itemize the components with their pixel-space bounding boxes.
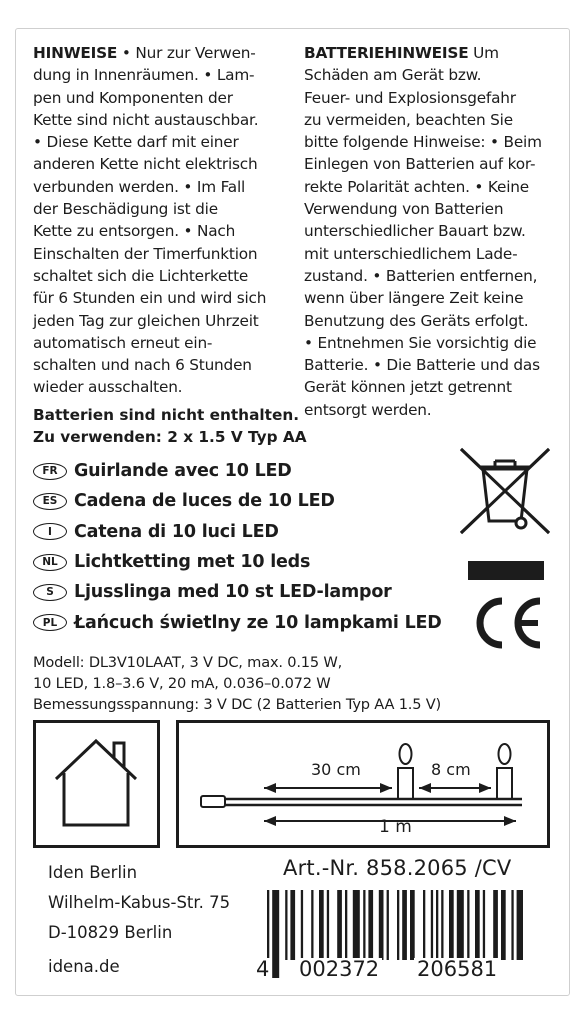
hinweise-line-0: HINWEISE • Nur zur Verwen- xyxy=(33,44,256,62)
barcode-bar xyxy=(368,890,373,960)
barcode-digit-first: 4 xyxy=(253,958,272,980)
battery-note xyxy=(33,404,323,449)
barcode-bar xyxy=(301,890,303,960)
hinweise-line-6: verbunden werden. • Im Fall xyxy=(33,177,246,196)
battery-note-line-0: Batterien sind nicht enthalten. xyxy=(33,406,300,424)
hinweise-heading: HINWEISE xyxy=(33,44,118,62)
barcode-bar xyxy=(285,890,287,960)
hinweise-line-13: automatisch erneut ein- xyxy=(33,333,213,352)
hinweise-line-9: Einschalten der Timerfunktion xyxy=(33,244,258,263)
language-text: Ljusslinga med 10 st LED-lampor xyxy=(74,582,392,603)
hinweise-line-10: schaltet sich die Lichterkette xyxy=(33,266,249,285)
batterie-line-4: bitte folgende Hinweise: • Beim xyxy=(304,133,542,152)
barcode-digits-left: 002372 xyxy=(296,958,382,980)
model-specs xyxy=(33,652,563,715)
batterie-line-15: Gerät können jetzt getrennt xyxy=(304,378,512,397)
hinweise-line-4: • Diese Kette darf mit einer xyxy=(33,133,239,152)
language-badge: ES xyxy=(33,493,67,510)
hinweise-line-3: Kette sind nicht austauschbar. xyxy=(33,110,259,129)
language-badge: NL xyxy=(33,554,67,571)
batterie-line-11: wenn über längere Zeit keine xyxy=(304,289,524,308)
light-chain-diagram xyxy=(176,720,550,848)
barcode-bar xyxy=(353,890,360,960)
barcode-bar xyxy=(511,890,513,960)
language-row-es xyxy=(33,486,453,516)
language-text: Łańcuch świetlny ze 10 lampkami LED xyxy=(74,612,442,633)
batterie-line-13: • Entnehmen Sie vorsichtig die xyxy=(304,333,537,352)
weee-underline-bar xyxy=(468,561,544,580)
batterie-line-16: entsorgt werden. xyxy=(304,400,432,419)
language-row-fr xyxy=(33,456,453,486)
hinweise-line-11: für 6 Stunden ein und wird sich xyxy=(33,289,267,308)
barcode-bar xyxy=(397,890,399,960)
batterie-line-8: unterschiedlicher Bauart bzw. xyxy=(304,222,526,241)
hinweise-section xyxy=(33,42,295,399)
house-indoor-use-icon xyxy=(36,723,157,845)
language-row-pl xyxy=(33,607,453,637)
batteriehinweise-heading: BATTERIEHINWEISE xyxy=(304,44,469,62)
batterie-line-6: rekte Polarität achten. • Keine xyxy=(304,177,529,196)
hinweise-line-15: wieder ausschalten. xyxy=(33,378,183,397)
address-line-2: D-10829 Berlin xyxy=(48,923,173,942)
barcode-bar xyxy=(290,890,295,960)
barcode-digits-right: 206581 xyxy=(414,958,500,980)
crossed-out-wheelie-bin-icon xyxy=(455,445,555,537)
article-number: Art.-Nr. 858.2065 /CV xyxy=(283,856,512,880)
ce-mark-icon xyxy=(468,593,546,653)
batterie-line-2: Feuer- und Explosionsgefahr xyxy=(304,88,516,107)
hinweise-line-7: der Beschädigung ist die xyxy=(33,200,218,219)
barcode-bar xyxy=(402,890,407,960)
manufacturer-address xyxy=(48,858,230,948)
language-badge: PL xyxy=(33,614,67,631)
barcode-bar xyxy=(387,890,389,960)
hinweise-line-1: dung in Innenräumen. • Lam- xyxy=(33,66,255,85)
batterie-line-10: zustand. • Batterien entfernen, xyxy=(304,266,538,285)
lead-length-label: 30 cm xyxy=(311,760,361,779)
website: idena.de xyxy=(48,957,120,976)
indoor-use-box xyxy=(33,720,160,848)
model-line-2: Bemessungsspannung: 3 V DC (2 Batterien Typ AA 1.5 V) xyxy=(33,696,442,713)
hinweise-line-5: anderen Kette nicht elektrisch xyxy=(33,155,258,174)
barcode-bar xyxy=(337,890,342,960)
hinweise-line-14: schalten und nach 6 Stunden xyxy=(33,356,252,375)
barcode-bar xyxy=(483,890,485,960)
language-row-s xyxy=(33,577,453,607)
barcode-bar xyxy=(311,890,313,960)
hinweise-line-8: Kette zu entsorgen. • Nach xyxy=(33,222,236,241)
total-length-label: 1 m xyxy=(379,817,412,837)
barcode-bar xyxy=(345,890,347,960)
battery-note-line-1: Zu verwenden: 2 x 1.5 V Typ AA xyxy=(33,428,307,447)
batteriehinweise-section xyxy=(304,42,556,421)
barcode-bar xyxy=(363,890,365,960)
model-line-1: 10 LED, 1.8–3.6 V, 20 mA, 0.036–0.072 W xyxy=(33,675,331,692)
language-badge: S xyxy=(33,584,67,601)
language-badge: I xyxy=(33,523,67,540)
barcode-bar xyxy=(423,890,425,960)
barcode-bar xyxy=(410,890,415,960)
language-text: Lichtketting met 10 leds xyxy=(74,552,311,573)
barcode-bar xyxy=(327,890,329,960)
barcode-bar xyxy=(379,890,384,960)
language-row-it xyxy=(33,517,453,547)
barcode-bar xyxy=(501,890,506,960)
diagram-graphic xyxy=(179,723,547,845)
language-badge: FR xyxy=(33,463,67,480)
barcode-bar xyxy=(493,890,498,960)
batterie-line-1: Schäden am Gerät bzw. xyxy=(304,66,482,85)
barcode-bar xyxy=(272,890,279,978)
hinweise-line-12: jeden Tag zur gleichen Uhrzeit xyxy=(33,311,259,330)
model-line-0: Modell: DL3V10LAAT, 3 V DC, max. 0.15 W, xyxy=(33,654,343,671)
batterie-line-14: Batterie. • Die Batterie und das xyxy=(304,356,540,375)
batterie-line-0: BATTERIEHINWEISE Um xyxy=(304,44,499,62)
spacing-label: 8 cm xyxy=(431,760,471,779)
barcode-bar xyxy=(467,890,469,960)
language-row-nl xyxy=(33,547,453,577)
language-list xyxy=(33,456,453,638)
batterie-line-12: Benutzung des Geräts erfolgt. xyxy=(304,311,529,330)
language-text: Cadena de luces de 10 LED xyxy=(74,491,335,512)
barcode-bar xyxy=(517,890,523,960)
barcode-bar xyxy=(319,890,324,960)
batterie-line-3: zu vermeiden, beachten Sie xyxy=(304,110,513,129)
hinweise-line-2: pen und Komponenten der xyxy=(33,88,233,107)
batterie-line-9: mit unterschiedlichem Lade- xyxy=(304,244,518,263)
language-text: Guirlande avec 10 LED xyxy=(74,461,292,482)
address-line-0: Iden Berlin xyxy=(48,863,138,882)
barcode-bar xyxy=(457,890,464,960)
barcode-bar xyxy=(475,890,480,960)
barcode-bar xyxy=(431,890,433,960)
batterie-line-7: Verwendung von Batterien xyxy=(304,200,504,219)
batterie-line-5: Einlegen von Batterien auf kor- xyxy=(304,155,536,174)
language-text: Catena di 10 luci LED xyxy=(74,521,279,542)
address-line-1: Wilhelm-Kabus-Str. 75 xyxy=(48,893,231,912)
